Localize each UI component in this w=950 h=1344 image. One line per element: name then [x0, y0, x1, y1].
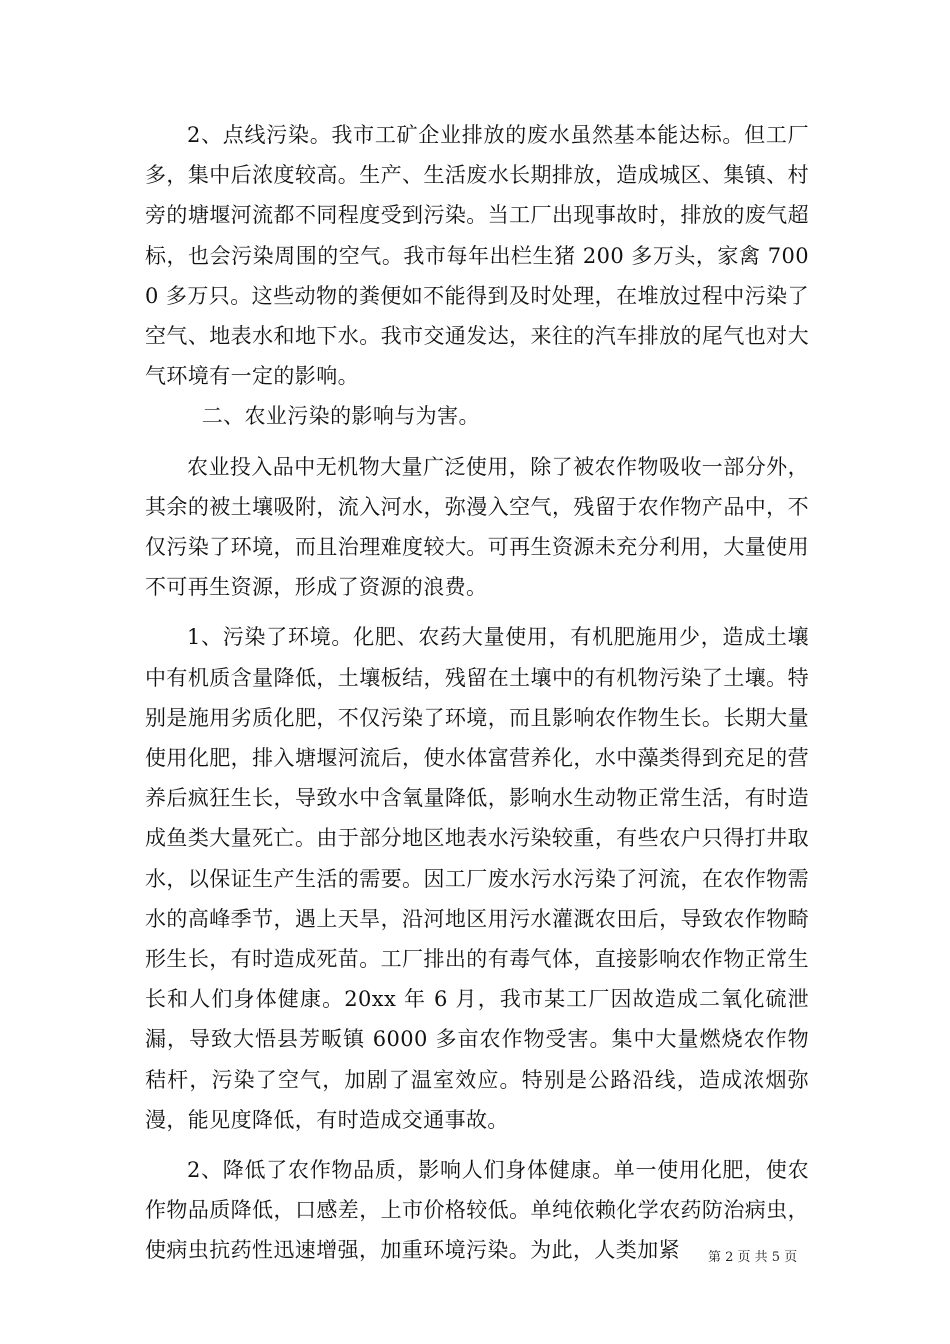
section-heading-agricultural-pollution: 二、农业污染的影响与为害。: [201, 404, 480, 429]
paragraph-point-line-pollution: 2、点线污染。我市工矿企业排放的废水虽然基本能达标。但工厂多，集中后浓度较高。生产、生活废水长期排放，造成城区、集镇、村旁的塘堰河流都不同程度受到污染。当工厂出现事故时，排放的废气超标，也会污染周围的空气。我市每年出栏生猪 200 多万头，家禽 7000 多万只。这些动物的粪便如不能得到及时处理，在堆放过程中污染了空气、地表水和地下水。我市交通发达，来往的汽车排放的尾气也对大气环境有一定的影响。: [145, 123, 809, 389]
page-number-footer: 第 2 页 共 5 页: [708, 1250, 798, 1265]
paragraph-environment-polluted: 1、污染了环境。化肥、农药大量使用，有机肥施用少，造成土壤中有机质含量降低，土壤板结，残留在土壤中的有机物污染了土壤。特别是施用劣质化肥，不仅污染了环境，而且影响农作物生长。长期大量使用化肥，排入塘堰河流后，使水体富营养化，水中藻类得到充足的营养后疯狂生长，导致水中含氧量降低，影响水生动物正常生活，有时造成鱼类大量死亡。由于部分地区地表水污染较重，有些农户只得打井取水，以保证生产生活的需要。因工厂废水污水污染了河流，在农作物需水的高峰季节，遇上天旱，沿河地区用污水灌溉农田后，导致农作物畸形生长，有时造成死苗。工厂排出的有毒气体，直接影响农作物正常生长和人们身体健康。20xx 年 6 月，我市某工厂因故造成二氧化硫泄漏，导致大悟县芳畈镇 6000 多亩农作物受害。集中大量燃烧农作物秸杆，污染了空气，加剧了温室效应。特别是公路沿线，造成浓烟弥漫，能见度降低，有时造成交通事故。: [145, 625, 809, 1132]
paragraph-agricultural-inputs: 农业投入品中无机物大量广泛使用，除了被农作物吸收一部分外，其余的被土壤吸附，流入河水，弥漫入空气，残留于农作物产品中，不仅污染了环境，而且治理难度较大。可再生资源未充分利用，大量使用不可再生资源，形成了资源的浪费。: [145, 454, 809, 600]
document-body: [145, 115, 809, 1271]
paragraph-crop-quality: 2、降低了农作物品质，影响人们身体健康。单一使用化肥，使农作物品质降低，口感差，上市价格较低。单纯依赖化学农药防治病虫，使病虫抗药性迅速增强，加重环境污染。为此，人类加紧: [145, 1158, 809, 1263]
